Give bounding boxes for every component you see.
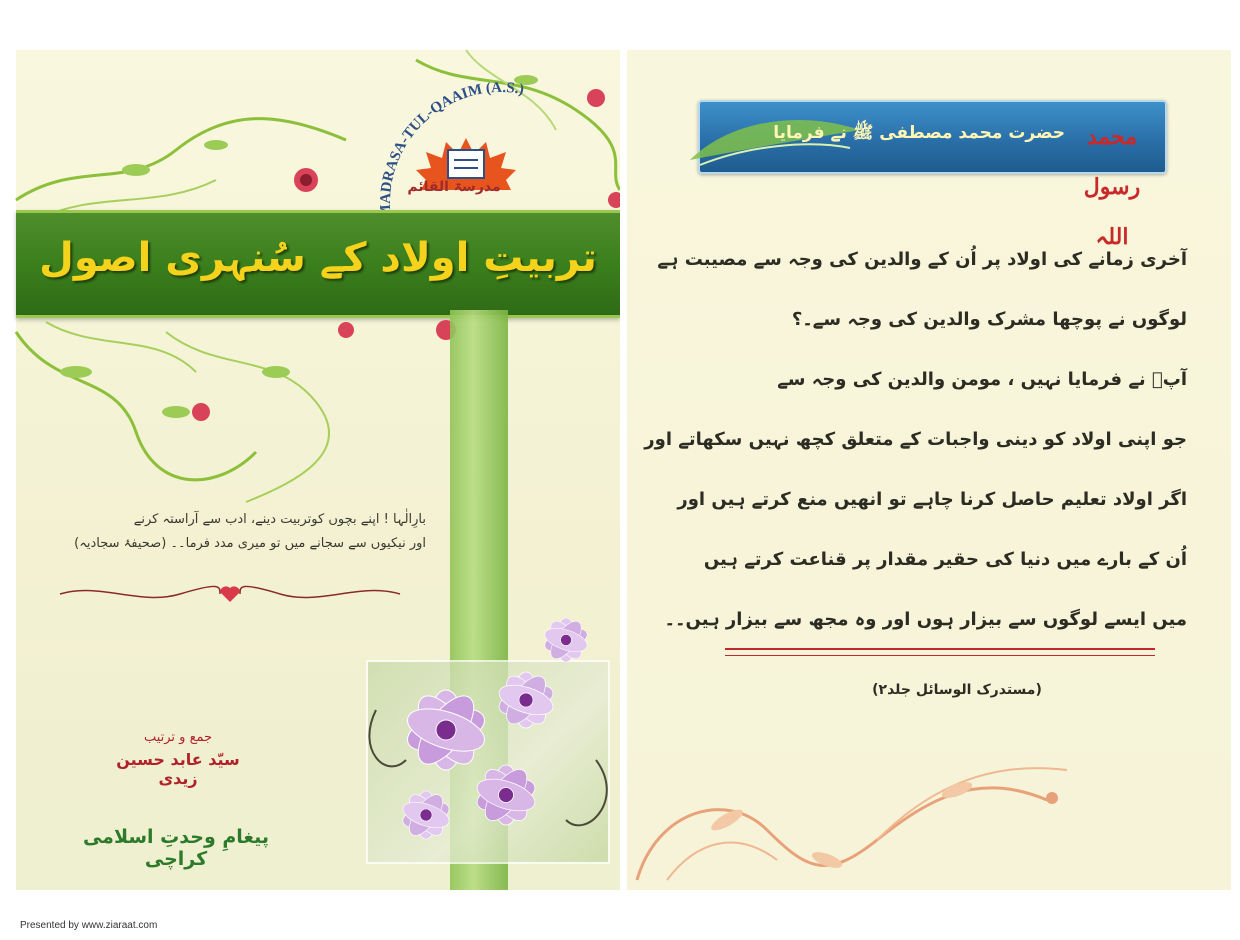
bottom-swirl-decoration bbox=[627, 730, 1231, 890]
red-underline bbox=[725, 648, 1155, 656]
prayer-block bbox=[66, 508, 426, 556]
hadith-line-6: اُن کے بارے میں دنیا کی حقیر مقدار پر قناعت کرتے ہیں bbox=[703, 549, 1187, 570]
book-spread bbox=[16, 50, 1231, 890]
book-title: تربیتِ اولاد کے سُنہری اصول bbox=[39, 235, 597, 281]
middle-vine-decoration bbox=[16, 312, 620, 512]
hadith-header-banner bbox=[698, 100, 1167, 250]
purple-flowers-decoration bbox=[366, 610, 616, 860]
cover-page bbox=[16, 50, 620, 890]
hadith-line-2: لوگوں نے پوچھا مشرک والدین کی وجہ سے۔؟ bbox=[791, 309, 1187, 330]
title-banner bbox=[16, 210, 620, 318]
hadith-line-1: آخری زمانے کی اولاد پر اُن کے والدین کی وجہ سے مصیبت ہے bbox=[657, 249, 1187, 270]
compiler-name: سیّد عابد حسین زیدی bbox=[116, 750, 240, 788]
hadith-text bbox=[644, 230, 1187, 650]
hadith-reference: (مستدرک الوسائل جلد۲) bbox=[872, 682, 1042, 698]
hadith-line-5: اگر اولاد تعلیم حاصل کرنا چاہے تو انھیں منع کرتے ہیں اور bbox=[677, 489, 1187, 510]
heart-divider-decoration bbox=[60, 582, 400, 606]
hadith-page bbox=[627, 50, 1231, 890]
logo-urdu-text: مدرسۃ القائم bbox=[407, 179, 501, 195]
hadith-line-4: جو اپنی اولاد کو دینی واجبات کے متعلق کچھ نہیں سکھاتے اور bbox=[644, 429, 1187, 450]
header-calligraphy: محمد رسول اللہ bbox=[1083, 124, 1141, 250]
footer-credit: Presented by www.ziaraat.com bbox=[20, 920, 158, 931]
compiled-by-label: جمع و ترتیب bbox=[143, 730, 213, 745]
logo-latin-text: ADRASA-TUL-QAAIM (A.S.) bbox=[377, 79, 526, 205]
hadith-line-7: میں ایسے لوگوں سے بیزار ہوں اور وہ مجھ سے بیزار ہیں۔۔ bbox=[664, 609, 1187, 630]
hadith-line-3: آپؐ نے فرمایا نہیں ، مومن والدین کی وجہ سے bbox=[777, 369, 1187, 390]
header-text: حضرت محمد مصطفی ﷺ نے فرمایا bbox=[773, 123, 1065, 143]
prayer-line-1: بارِالٰہا ! اپنے بچوں کوتربیت دینے، ادب سے آراستہ کرنے bbox=[133, 512, 426, 527]
page-gutter bbox=[620, 50, 627, 890]
prayer-line-2: اور نیکیوں سے سجانے میں تو میری مدد فرما۔۔ (صحیفۂ سجادیہ) bbox=[74, 536, 426, 551]
publisher-name: پیغامِ وحدتِ اسلامی کراچی bbox=[82, 826, 270, 870]
